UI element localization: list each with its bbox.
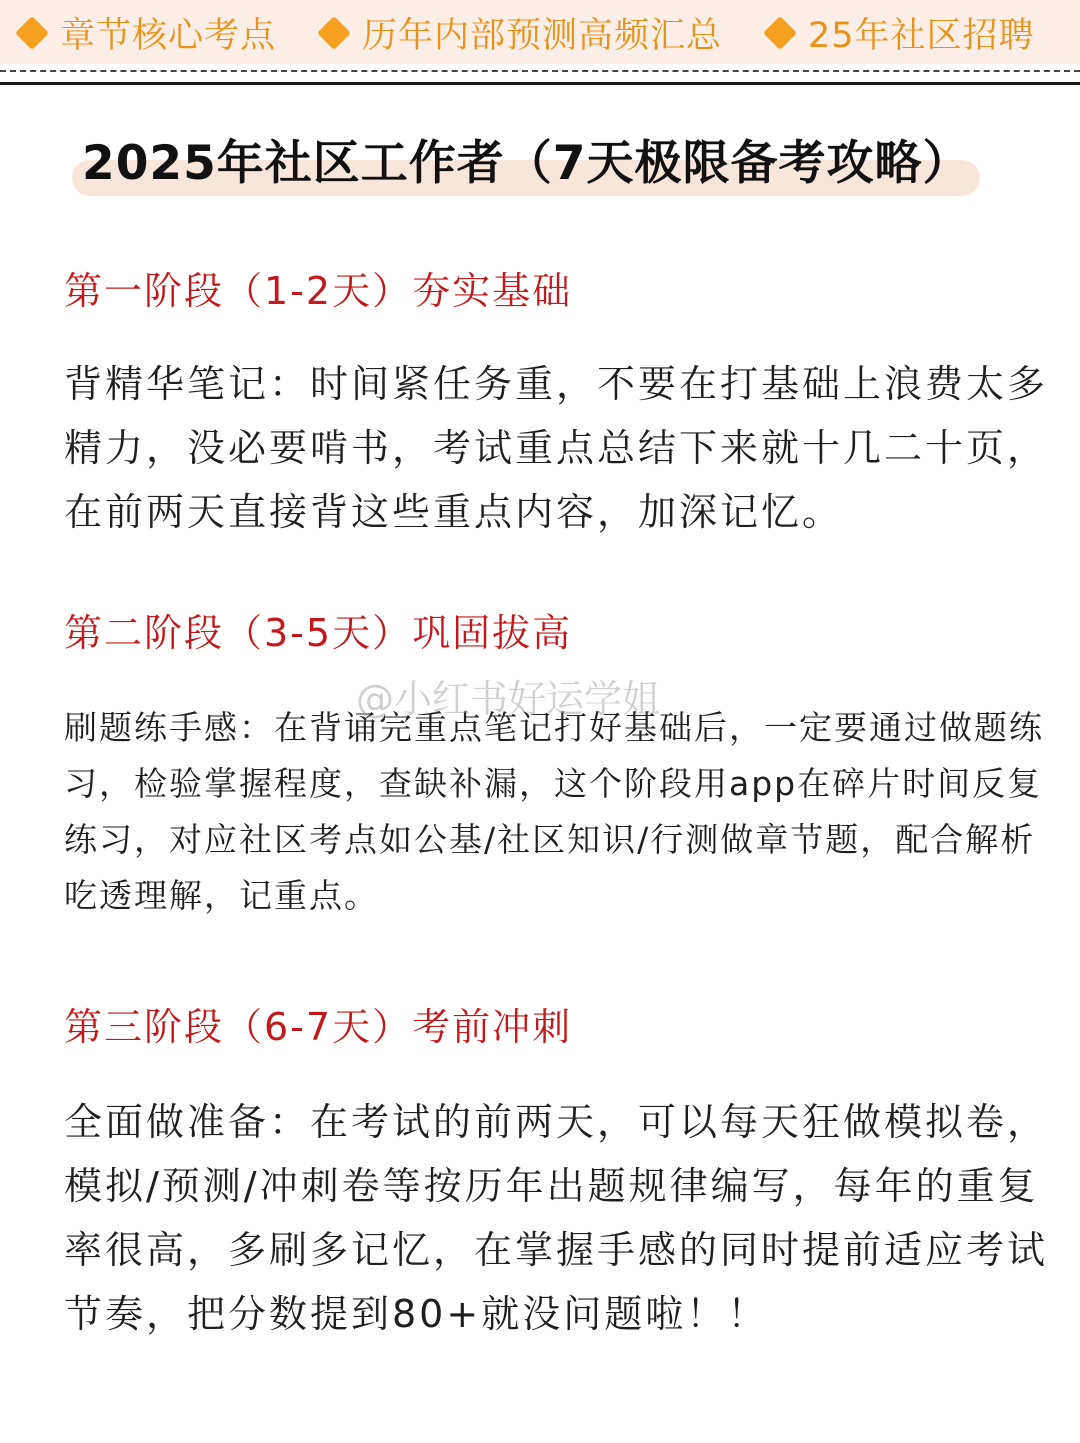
banner-item-prediction-summary xyxy=(316,10,722,56)
solid-divider xyxy=(0,82,1080,85)
section-body-stage-1: 背精华笔记：时间紧任务重，不要在打基础上浪费太多精力，没必要啃书，考试重点总结下来就十几二十页，在前两天直接背这些重点内容，加深记忆。 xyxy=(64,362,1049,534)
orange-diamond-icon xyxy=(317,16,351,50)
dashed-divider xyxy=(0,70,1080,72)
banner-item-label: 章节核心考点 xyxy=(60,16,277,56)
banner-item-recruitment xyxy=(762,10,1035,56)
banner-item-core-points xyxy=(14,10,276,56)
section-heading-stage-1: 第一阶段（1-2天）夯实基础 xyxy=(64,269,573,313)
orange-diamond-icon xyxy=(763,16,797,50)
banner-item-label: 25年社区招聘 xyxy=(808,16,1035,56)
banner-item-label: 历年内部预测高频汇总 xyxy=(362,16,723,56)
section-body-stage-3: 全面做准备：在考试的前两天，可以每天狂做模拟卷，模拟/预测/冲刺卷等按历年出题规律编写，每年的重复率很高，多刷多记忆，在掌握手感的同时提前适应考试节奏，把分数提到80+就没问题啦！！ xyxy=(64,1100,1049,1336)
watermark: @小红书好运学姐 xyxy=(356,677,661,721)
section-body-stage-2: 刷题练手感：在背诵完重点笔记打好基础后，一定要通过做题练习，检验掌握程度，查缺补漏，这个阶段用app在碎片时间反复练习，对应社区考点如公基/社区知识/行测做章节题，配合解析吃透理解，记重点。 xyxy=(64,708,1044,915)
top-banner xyxy=(0,0,1080,64)
section-heading-stage-2: 第二阶段（3-5天）巩固拔高 xyxy=(64,611,573,655)
page-title: 2025年社区工作者（7天极限备考攻略） xyxy=(82,136,971,191)
section-heading-stage-3: 第三阶段（6-7天）考前冲刺 xyxy=(64,1005,573,1049)
orange-diamond-icon xyxy=(15,16,49,50)
